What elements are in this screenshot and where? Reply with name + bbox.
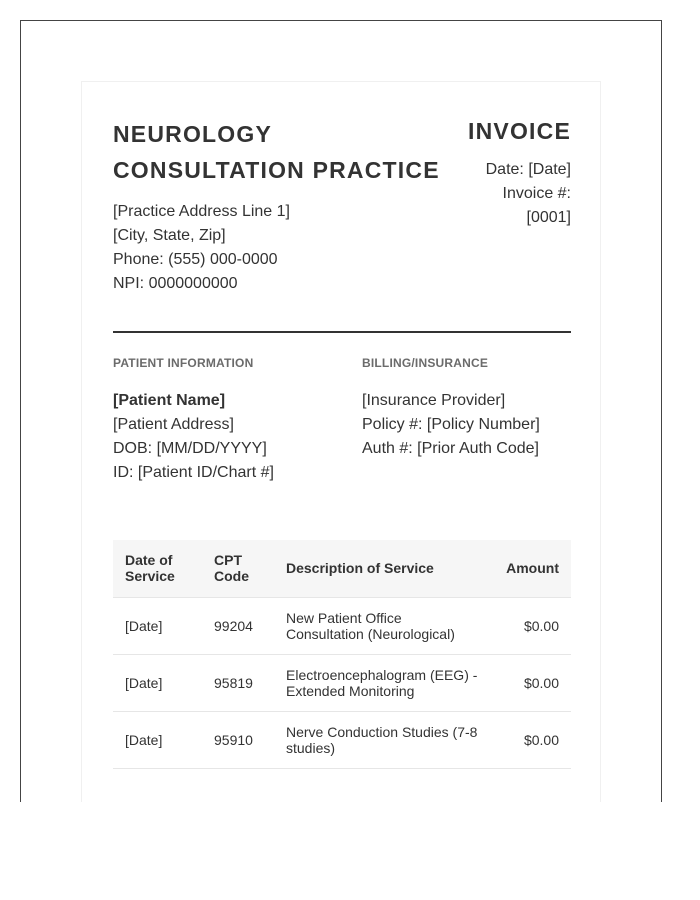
header-date-line1: Date of (125, 552, 173, 569)
practice-address-line1: [Practice Address Line 1] (113, 203, 290, 220)
header-cpt-line2: Code (214, 568, 249, 585)
row-date: [Date] (113, 711, 202, 768)
row-cpt-code: 99204 (202, 597, 274, 654)
header-description: Description of Service (274, 540, 492, 597)
invoice-number-label: Invoice #: (502, 185, 571, 202)
services-table (113, 540, 571, 769)
services-table-header (113, 540, 571, 597)
row-description (274, 654, 492, 711)
row-description-line1: New Patient Office (286, 609, 402, 626)
row-description-line2: Extended Monitoring (286, 682, 415, 699)
patient-details (113, 389, 353, 485)
row-description-line1: Electroencephalogram (EEG) - (286, 666, 478, 683)
row-description-line2: studies) (286, 739, 336, 756)
practice-phone: Phone: (555) 000-0000 (113, 251, 278, 268)
invoice-title: INVOICE (468, 118, 571, 144)
policy-number: Policy #: [Policy Number] (362, 416, 540, 433)
row-date: [Date] (113, 597, 202, 654)
patient-dob: DOB: [MM/DD/YYYY] (113, 440, 267, 457)
billing-insurance-section (362, 355, 582, 461)
practice-city-state-zip: [City, State, Zip] (113, 227, 226, 244)
row-date: [Date] (113, 654, 202, 711)
header-divider (113, 331, 571, 333)
patient-section-label: PATIENT INFORMATION (113, 356, 254, 370)
row-cpt-code: 95910 (202, 711, 274, 768)
table-header-row (113, 540, 571, 597)
table-row (113, 654, 571, 711)
header-date-of-service (113, 540, 202, 597)
patient-information-section (113, 355, 353, 485)
header-date-line2: Service (125, 568, 175, 585)
invoice-date: Date: [Date] (485, 161, 571, 178)
patient-address: [Patient Address] (113, 416, 234, 433)
header-cpt-line1: CPT (214, 552, 242, 569)
row-description (274, 711, 492, 768)
row-amount: $0.00 (492, 654, 571, 711)
row-description (274, 597, 492, 654)
row-cpt-code: 95819 (202, 654, 274, 711)
invoice-header (451, 116, 571, 230)
invoice-number: [0001] (526, 209, 571, 226)
billing-details (362, 389, 582, 461)
billing-section-label: BILLING/INSURANCE (362, 356, 489, 370)
row-description-line2: Consultation (Neurological) (286, 625, 455, 642)
insurance-provider: [Insurance Provider] (362, 392, 506, 409)
practice-npi: NPI: 0000000000 (113, 275, 238, 292)
header-amount: Amount (492, 540, 571, 597)
table-row (113, 597, 571, 654)
practice-address-block (113, 200, 290, 296)
invoice-sheet (81, 81, 601, 802)
row-amount: $0.00 (492, 597, 571, 654)
prior-auth-code: Auth #: [Prior Auth Code] (362, 440, 539, 457)
invoice-meta (451, 158, 571, 230)
header-cpt-code (202, 540, 274, 597)
patient-id: ID: [Patient ID/Chart #] (113, 464, 274, 481)
row-amount: $0.00 (492, 711, 571, 768)
row-description-line1: Nerve Conduction Studies (7-8 (286, 723, 478, 740)
patient-name: [Patient Name] (113, 392, 226, 409)
table-row (113, 711, 571, 768)
document-frame (20, 20, 662, 802)
practice-name: NEUROLOGY CONSULTATION PRACTICE (113, 121, 440, 183)
services-table-body (113, 597, 571, 768)
